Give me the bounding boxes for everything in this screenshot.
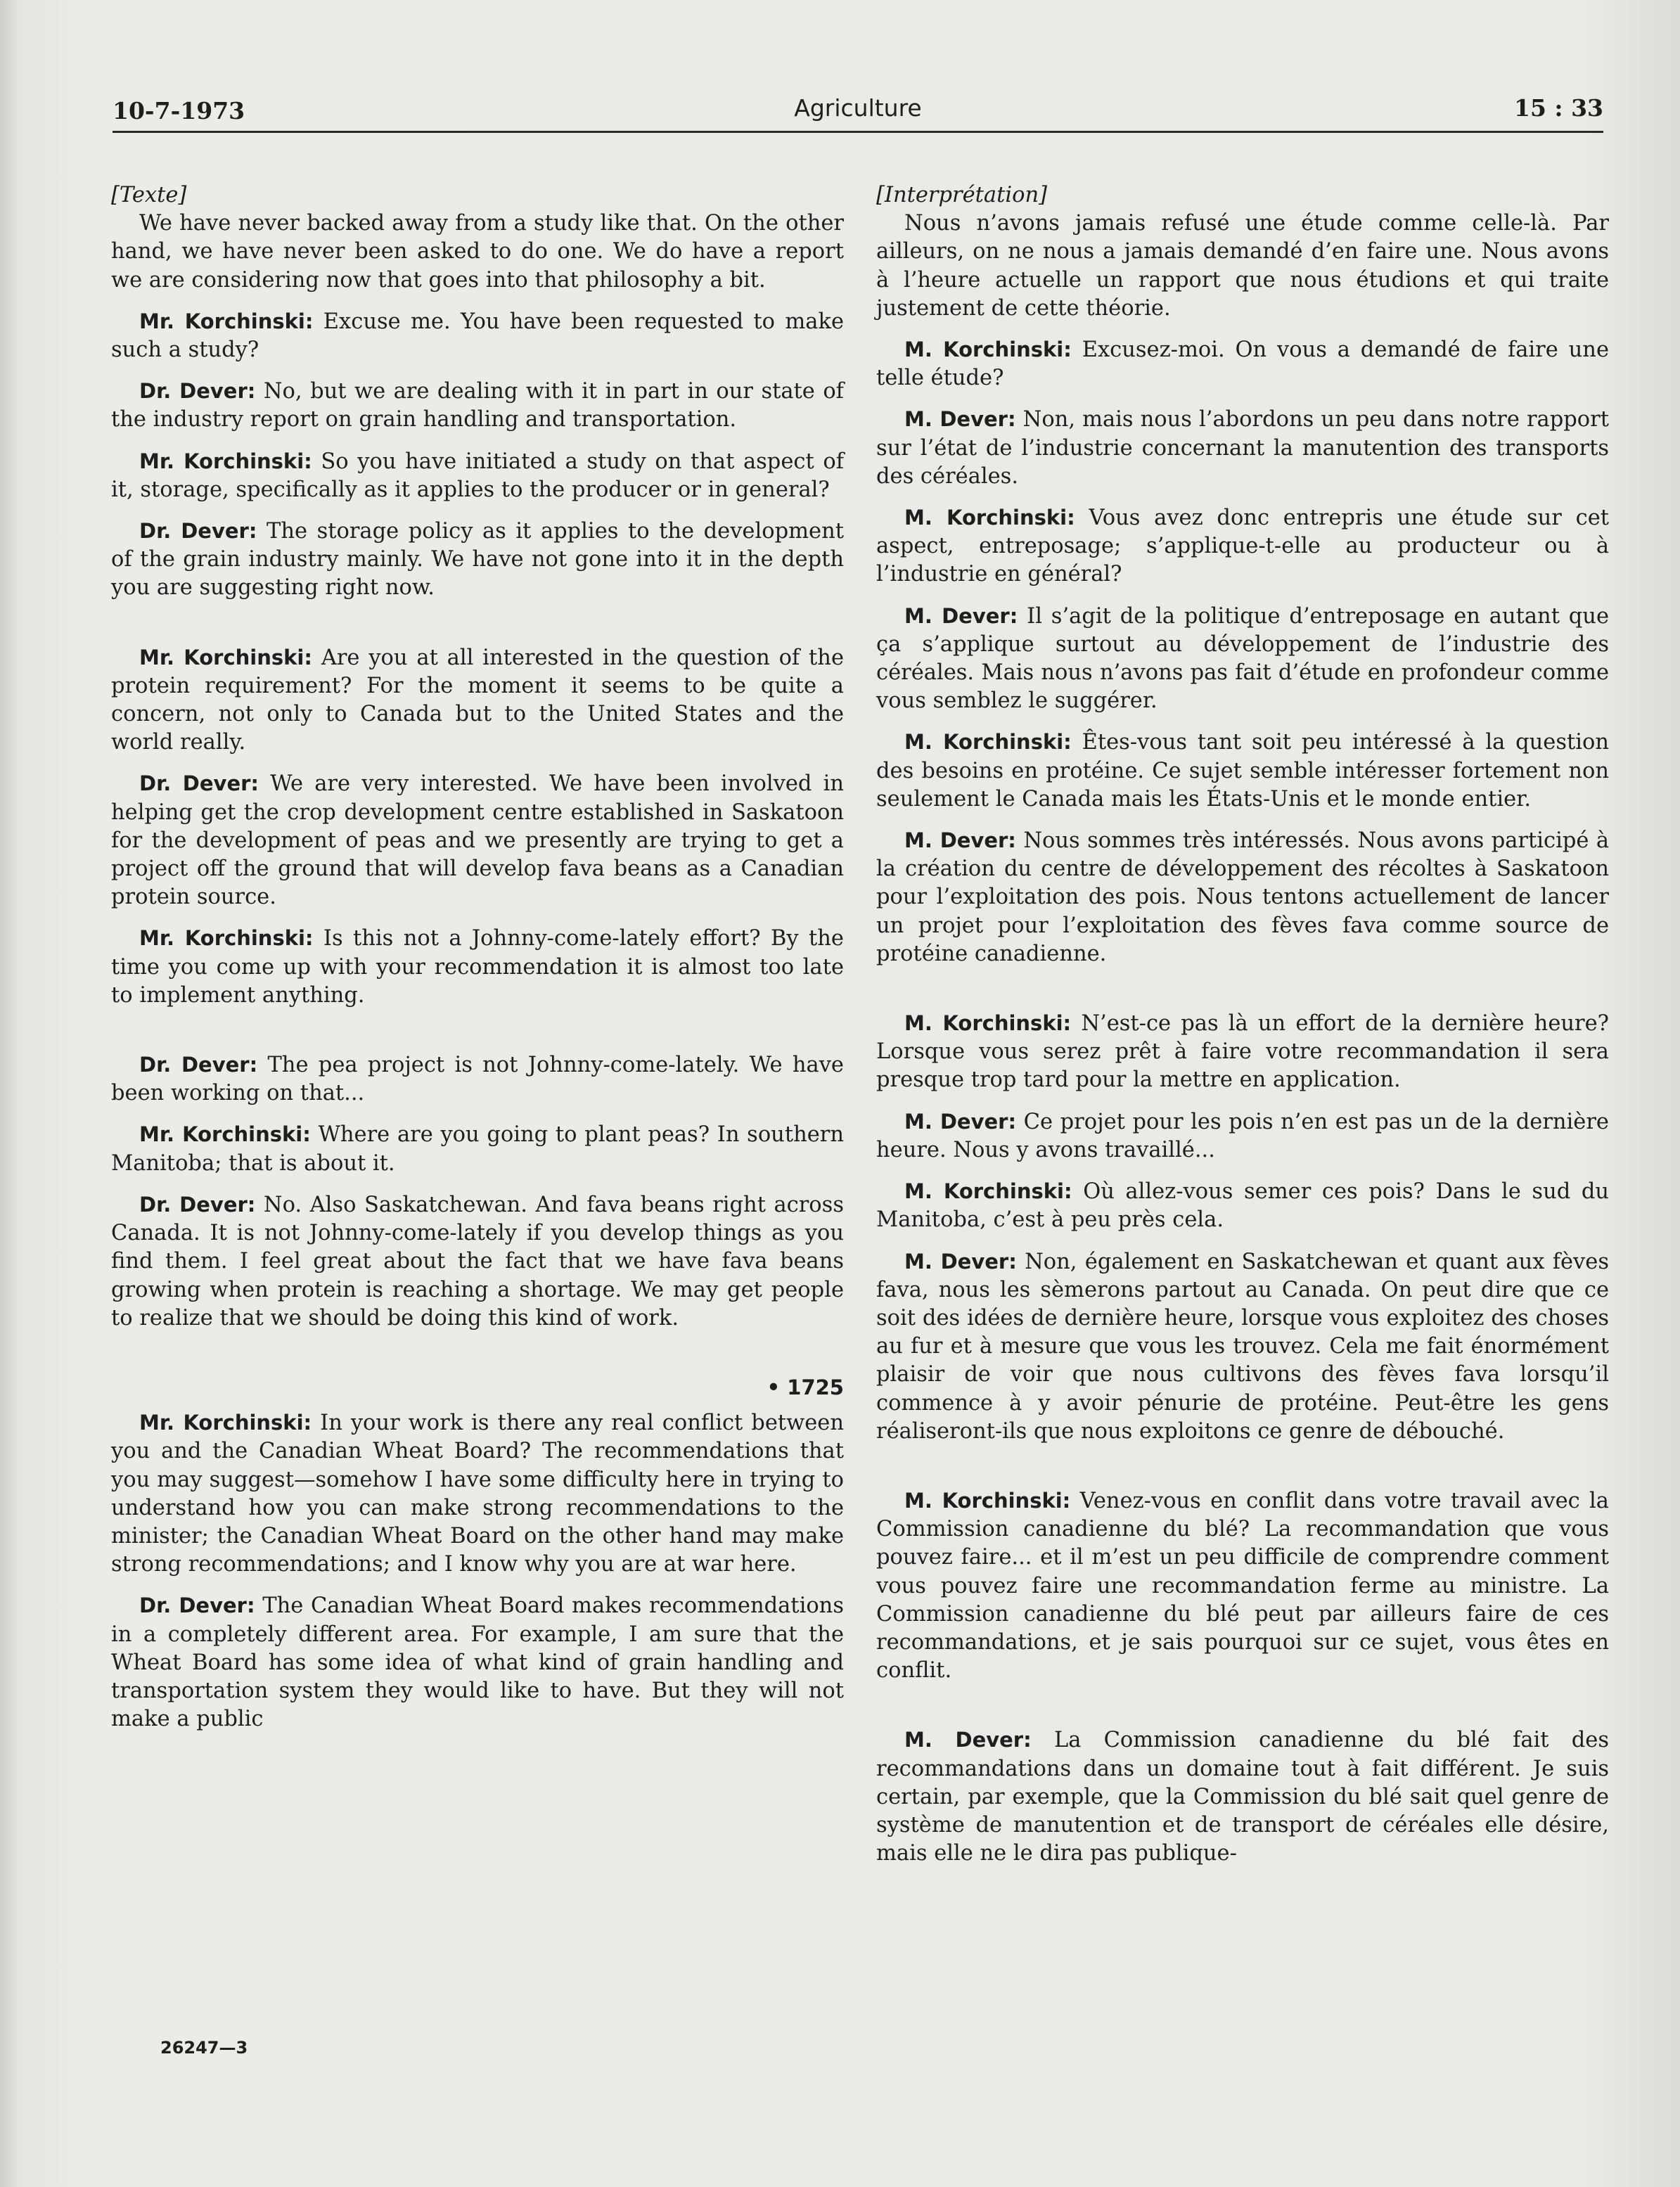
text-label: [Texte] [111, 183, 187, 207]
speech-paragraph [876, 1009, 1609, 1095]
speech-paragraph [876, 405, 1609, 491]
page-header [113, 90, 1603, 133]
speech-paragraph [876, 1108, 1609, 1165]
intro-paragraph: We have never backed away from a study like that. On the other hand, we have never been asked to do one. We do have a report we are considering now that goes into that philosophy a bit. [111, 211, 844, 293]
speaker-name: Mr. Korchinski: [139, 645, 312, 669]
speech-text: Where are you going to plant peas? In southern Manitoba; that is about it. [111, 1122, 844, 1176]
speech-text: Ce projet pour les pois n’en est pas un de la dernière heure. Nous y avons travaillé... [876, 1109, 1609, 1162]
speaker-name: M. Korchinski: [904, 338, 1072, 362]
speaker-name: M. Korchinski: [904, 506, 1075, 530]
speech-paragraph [876, 1248, 1609, 1446]
speaker-name: Mr. Korchinski: [139, 449, 312, 473]
speaker-name: M. Korchinski: [904, 1488, 1071, 1513]
speech-text: Êtes-vous tant soit peu intéressé à la question des besoins en protéine. Ce sujet semble intéresser fortement non seulement le Canada mais les États-Unis et le monde entier. [876, 730, 1609, 812]
speech-text: No. Also Saskatchewan. And fava beans right across Canada. It is not Johnny-come-lately if you develop things as you find them. I feel great about the fact that we have fava beans growing when protein is reaching a shortage. We may get people to realize that we should be doing this kind of work. [111, 1192, 844, 1330]
speaker-name: M. Korchinski: [904, 730, 1072, 755]
speaker-name: Dr. Dever: [139, 1593, 255, 1618]
header-date: 10-7-1973 [113, 97, 245, 124]
speech-paragraph [876, 602, 1609, 716]
header-page-number: 15 : 33 [1513, 94, 1603, 122]
speech-paragraph [876, 728, 1609, 814]
header-title: Agriculture [794, 94, 922, 122]
speech-text: We are very interested. We have been involved in helping get the crop development centre established in Saskatoon for the development of peas and we presently are trying to get a project off the ground that will develop fava beans as a Canadian protein source. [111, 771, 844, 910]
speaker-name: Dr. Dever: [139, 771, 259, 796]
speech-text: Excusez-moi. On vous a demandé de faire une telle étude? [876, 338, 1609, 391]
speech-text: So you have initiated a study on that aspect of it, storage, specifically as it applies to the producer or in general? [111, 449, 844, 502]
intro-paragraph: Nous n’avons jamais refusé une étude comme celle-là. Par ailleurs, on ne nous a jamais demandé d’en faire une. Nous avons à l’heure actuelle un rapport que nous étudions et qui traite justement de cette théorie. [876, 211, 1609, 321]
speech-text: Is this not a Johnny-come-lately effort? By the time you come up with your recommendation it is almost too late to implement anything. [111, 926, 844, 1008]
speech-paragraph [111, 1409, 844, 1579]
speaker-name: Mr. Korchinski: [139, 1122, 311, 1147]
speech-paragraph [111, 1591, 844, 1733]
speech-text: The Canadian Wheat Board makes recommendations in a completely different area. For example, I am sure that the Wheat Board has some idea of what kind of grain handling and transportation system they would like to have. But they will not make a public [111, 1593, 844, 1732]
speech-text: The pea project is not Johnny-come-lately. We have been working on that... [111, 1053, 844, 1106]
speaker-name: M. Dever: [904, 828, 1016, 853]
speech-paragraph [111, 517, 844, 603]
speaker-name: Mr. Korchinski: [139, 926, 314, 951]
speaker-name: M. Dever: [904, 1249, 1017, 1274]
speaker-name: M. Dever: [904, 603, 1018, 628]
speaker-name: Dr. Dever: [139, 519, 257, 544]
speaker-name: Dr. Dever: [139, 379, 256, 404]
english-column [111, 181, 844, 1733]
speech-paragraph [111, 377, 844, 434]
speech-text: Nous sommes très intéressés. Nous avons participé à la création du centre de développement des récoltes à Saskatoon pour l’exploitation des pois. Nous tentons actuellement de lancer un projet pour l’exploitation des fèves fava comme source de protéine canadienne. [876, 828, 1610, 966]
speech-paragraph [111, 643, 844, 757]
speech-paragraph [876, 1726, 1609, 1868]
speech-text: N’est-ce pas là un effort de la dernière heure? Lorsque vous serez prêt à faire votre recommandation il sera presque trop tard pour la mettre en application. [876, 1011, 1609, 1093]
speaker-name: M. Korchinski: [904, 1011, 1072, 1036]
speaker-name: Dr. Dever: [139, 1053, 258, 1077]
speech-text: Vous avez donc entrepris une étude sur cet aspect, entreposage; s’applique-t-elle au producteur ou à l’industrie en général? [876, 506, 1610, 587]
speech-text: The storage policy as it applies to the development of the grain industry mainly. We have not gone into it in the depth you are suggesting right now. [111, 519, 844, 601]
speaker-name: M. Korchinski: [904, 1179, 1072, 1204]
time-marker: • 1725 [767, 1375, 844, 1399]
speaker-name: Dr. Dever: [139, 1192, 256, 1217]
speech-text: In your work is there any real conflict between you and the Canadian Wheat Board? The recommendations that you may suggest—somehow I have some difficulty here in trying to understand how you can make strong recommendations to the minister; the Canadian Wheat Board on the other hand may make strong recommendations; and I know why you are at war here. [111, 1411, 844, 1577]
speech-paragraph [876, 504, 1609, 589]
speech-text: Excuse me. You have been requested to make such a study? [111, 309, 844, 363]
speech-text: Non, mais nous l’abordons un peu dans notre rapport sur l’état de l’industrie concernant la manutention des transports des céréales. [876, 407, 1609, 489]
interpretation-label: [Interprétation] [876, 183, 1047, 207]
speech-paragraph [111, 1120, 844, 1177]
speech-text: Are you at all interested in the question of the protein requirement? For the moment it seems to be quite a concern, not only to Canada but to the United States and the world really. [111, 645, 845, 755]
speaker-name: Mr. Korchinski: [139, 309, 314, 333]
speaker-name: Mr. Korchinski: [139, 1411, 312, 1435]
speech-text: Il s’agit de la politique d’entreposage en autant que ça s’applique surtout au développement de l’industrie des céréales. Mais nous n’avons pas fait d’étude en profondeur comme vous semblez le suggérer. [876, 603, 1609, 714]
speech-text: Non, également en Saskatchewan et quant aux fèves fava, nous les sèmerons partout au Canada. On peut dire que ce soit des idées de dernière heure, lorsque vous exploitez des choses au fur et à mesure que vous les trouvez. Cela me fait énormément plaisir de voir que nous cultivons des fèves fava lorsqu’il commence à y avoir pénurie de protéine. Peut-être les gens réaliseront-ils que nous exploitons ce genre de débouché. [876, 1249, 1609, 1444]
speech-paragraph [111, 1051, 844, 1108]
speaker-name: M. Dever: [904, 407, 1016, 432]
print-code: 26247—3 [160, 2038, 248, 2058]
speech-paragraph [876, 1487, 1609, 1685]
speech-paragraph [111, 924, 844, 1010]
speaker-name: M. Dever: [904, 1109, 1017, 1134]
french-column [876, 181, 1609, 1868]
speech-paragraph [111, 447, 844, 504]
speech-paragraph [111, 769, 844, 911]
speech-text: Venez-vous en conflit dans votre travail avec la Commission canadienne du blé? La recommandation que vous pouvez faire... et il m’est un peu difficile de comprendre comment vous pouvez faire une recommandation ferme au ministre. La Commission canadienne du blé peut par ailleurs faire de ces recommandations, et je sais pourquoi sur ce sujet, vous êtes en conflit. [876, 1488, 1609, 1683]
speech-text: Où allez-vous semer ces pois? Dans le sud du Manitoba, c’est à peu près cela. [876, 1179, 1610, 1233]
speech-text: No, but we are dealing with it in part in our state of the industry report on grain handling and transportation. [111, 379, 844, 432]
speech-paragraph [111, 1191, 844, 1333]
speech-text: La Commission canadienne du blé fait des recommandations dans un domaine tout à fait différent. Je suis certain, par exemple, que la Commission du blé sait quel genre de système de manutention et de transport de céréales elle désire, mais elle ne le dira pas publique- [876, 1728, 1609, 1866]
speech-paragraph [876, 335, 1609, 392]
speech-paragraph [876, 1177, 1609, 1234]
speaker-name: M. Dever: [904, 1728, 1032, 1752]
speech-paragraph [876, 826, 1609, 968]
speech-paragraph [111, 307, 844, 364]
